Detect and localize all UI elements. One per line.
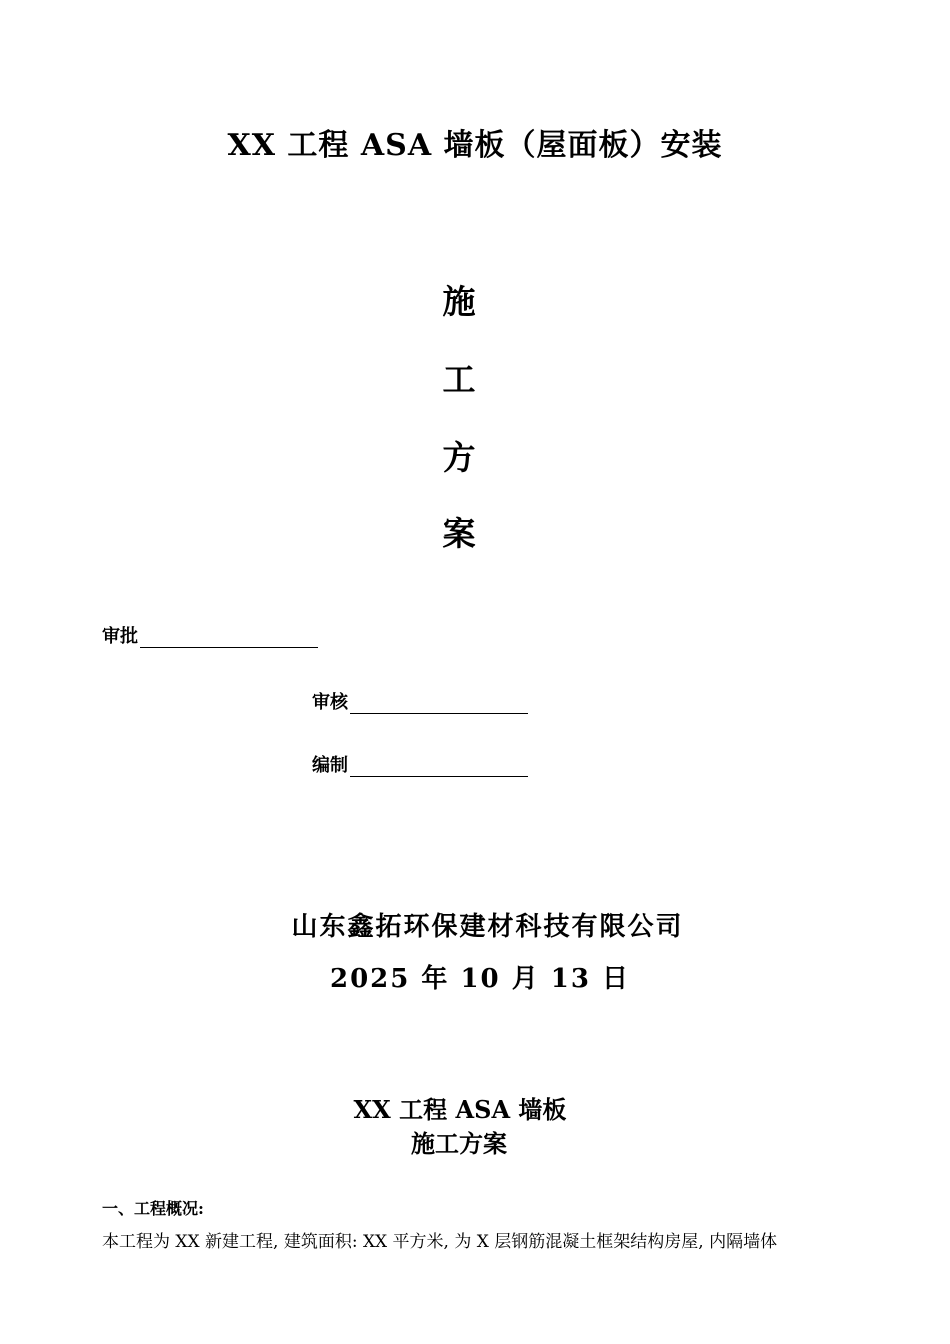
vertical-title-char-3: 方 (442, 438, 476, 477)
approve-signature-field (102, 622, 318, 648)
vertical-title-char-4: 案 (442, 514, 476, 553)
body-title-line2: 施工方案 (411, 1129, 507, 1158)
compile-signature-field (312, 751, 528, 777)
vertical-title-char-1: 施 (442, 282, 476, 321)
section-paragraph: 本工程为 XX 新建工程, 建筑面积: XX 平方米, 为 X 层钢筋混凝土框架结构房屋, 内隔墙体 (102, 1232, 778, 1252)
section-heading: 一、工程概况: (102, 1199, 204, 1218)
company-name: 山东鑫拓环保建材科技有限公司 (291, 912, 684, 942)
body-title-line1: XX 工程 ASA 墙板 (353, 1095, 567, 1124)
document-date: 2025 年 10 月 13 日 (330, 964, 630, 994)
approve-signature-line (140, 629, 318, 648)
compile-label: 编制 (312, 755, 348, 776)
vertical-title-char-2: 工 (442, 360, 476, 399)
compile-signature-line (350, 758, 528, 777)
review-label: 审核 (312, 692, 348, 713)
document-title: XX 工程 ASA 墙板（屋面板）安装 (227, 128, 723, 163)
review-signature-line (350, 695, 528, 714)
review-signature-field (312, 688, 528, 714)
approve-label: 审批 (102, 626, 138, 647)
